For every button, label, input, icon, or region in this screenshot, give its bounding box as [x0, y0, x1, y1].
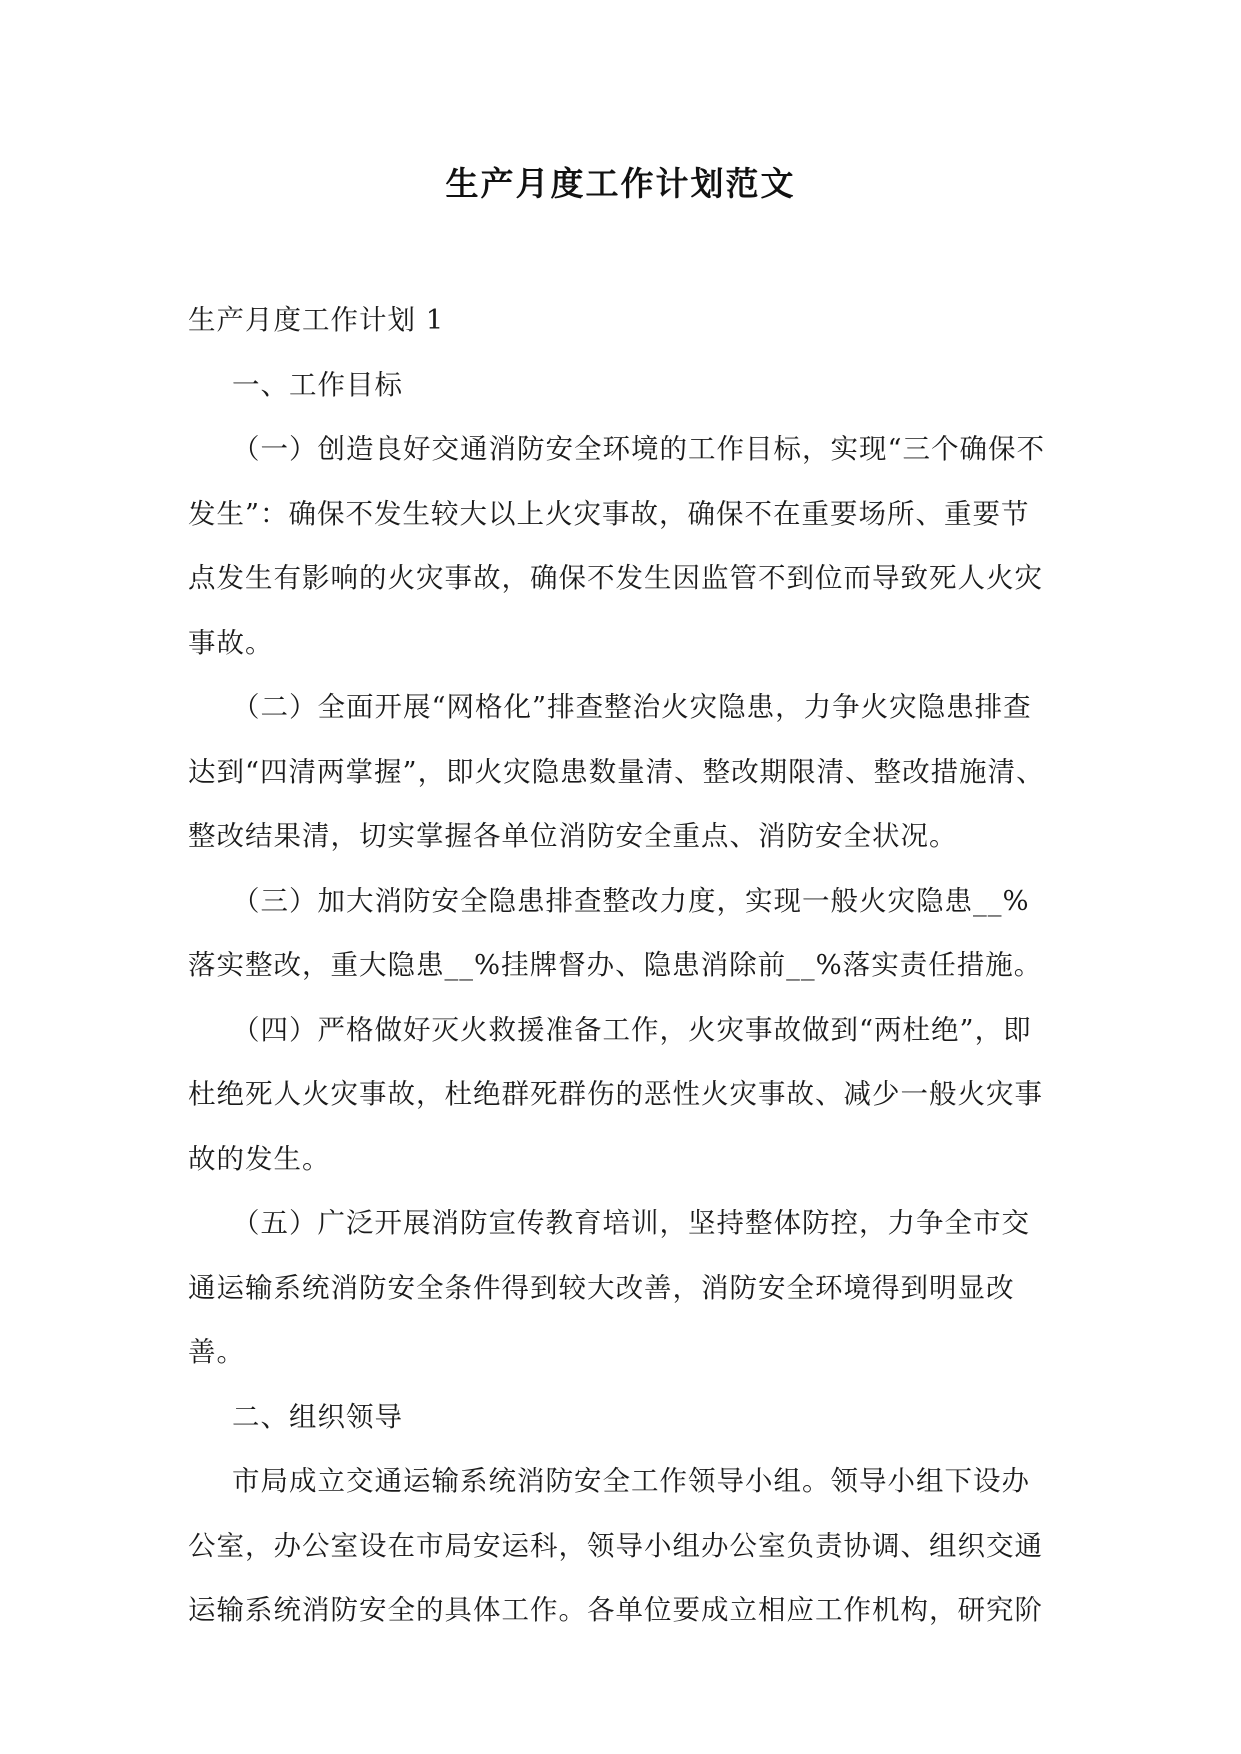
- section-heading: 生产月度工作计划 1: [188, 304, 445, 336]
- paragraph-goal-2: （二）全面开展“网格化”排查整治火灾隐患，力争火灾隐患排查达到“四清两掌握”，即火灾隐患数量清、整改期限清、整改措施清、整改结果清，切实掌握各单位消防安全重点、消防安全状况。: [188, 691, 1045, 852]
- heading-work-goals: 一、工作目标: [232, 368, 403, 401]
- paragraph-goal-1: （一）创造良好交通消防安全环境的工作目标，实现“三个确保不发生”：确保不发生较大以上火灾事故，确保不在重要场所、重要节点发生有影响的火灾事故，确保不发生因监管不到位而导致死人火灾事故。: [188, 433, 1046, 659]
- paragraph-goal-5: （五）广泛开展消防宣传教育培训，坚持整体防控，力争全市交通运输系统消防安全条件得到较大改善，消防安全环境得到明显改善。: [188, 1207, 1030, 1368]
- paragraph-goal-3: （三）加大消防安全隐患排查整改力度，实现一般火灾隐患__%落实整改，重大隐患__%挂牌督办、隐患消除前__%落实责任措施。: [188, 884, 1043, 981]
- paragraph-goal-4: （四）严格做好灭火救援准备工作，火灾事故做到“两杜绝”，即杜绝死人火灾事故，杜绝群死群伤的恶性火灾事故、减少一般火灾事故的发生。: [188, 1013, 1043, 1175]
- document-title: 生产月度工作计划范文: [445, 164, 796, 203]
- document-body: [188, 288, 1058, 1643]
- paragraph-organization: 市局成立交通运输系统消防安全工作领导小组。领导小组下设办公室，办公室设在市局安运科，领导小组办公室负责协调、组织交通运输系统消防安全的具体工作。各单位要成立相应工作机构，研究阶: [188, 1465, 1043, 1626]
- heading-organization: 二、组织领导: [232, 1400, 403, 1433]
